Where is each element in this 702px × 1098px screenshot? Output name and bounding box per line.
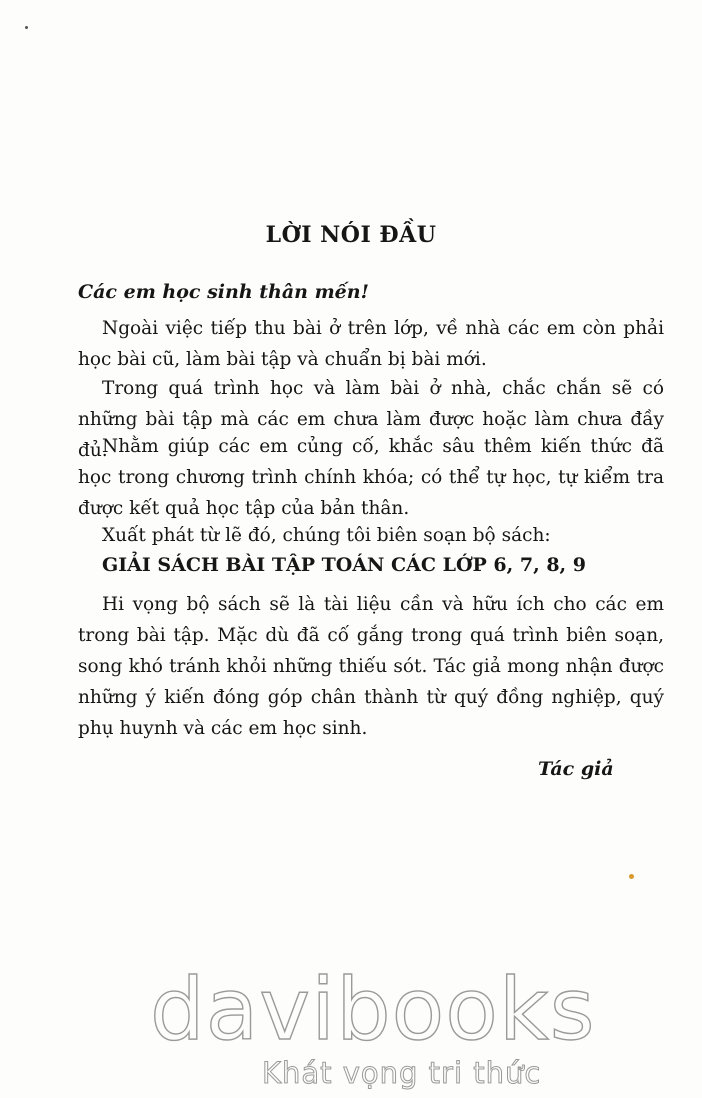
paragraph-2: Trong quá trình học và làm bài ở nhà, chắc chắn sẽ có những bài tập mà các em chưa làm được hoặc làm chưa đầy đủ.	[78, 378, 664, 461]
paragraph-5: Hi vọng bộ sách sẽ là tài liệu cần và hữu ích cho các em trong bài tập. Mặc dù đã cố gắng trong quá trình biên soạn, song khó tránh khỏi những thiếu sót. Tác giả mong nhận được những ý kiến đóng góp chân thành từ quý đồng nghiệp, quý phụ huynh và các em học sinh.	[78, 594, 664, 739]
scan-speck-orange	[629, 874, 634, 879]
watermark-brand: davibooks	[150, 960, 596, 1060]
paragraph-4: Xuất phát từ lẽ đó, chúng tôi biên soạn bộ sách:	[102, 525, 551, 546]
book-title: GIẢI SÁCH BÀI TẬP TOÁN CÁC LỚP 6, 7, 8, 9	[102, 554, 586, 576]
page-title: LỜI NÓI ĐẦU	[265, 222, 437, 248]
scan-speck	[25, 26, 28, 29]
watermark-slogan: Khát vọng tri thức	[262, 1056, 542, 1090]
greeting: Các em học sinh thân mến!	[78, 281, 369, 303]
paragraph-3: Nhằm giúp các em củng cố, khắc sâu thêm kiến thức đã học trong chương trình chính khóa; có thể tự học, tự kiểm tra được kết quả học tập của bản thân.	[78, 436, 664, 519]
paragraph-1: Ngoài việc tiếp thu bài ở trên lớp, về nhà các em còn phải học bài cũ, làm bài tập và chuẩn bị bài mới.	[78, 318, 664, 370]
author-signature: Tác giả	[538, 758, 614, 780]
